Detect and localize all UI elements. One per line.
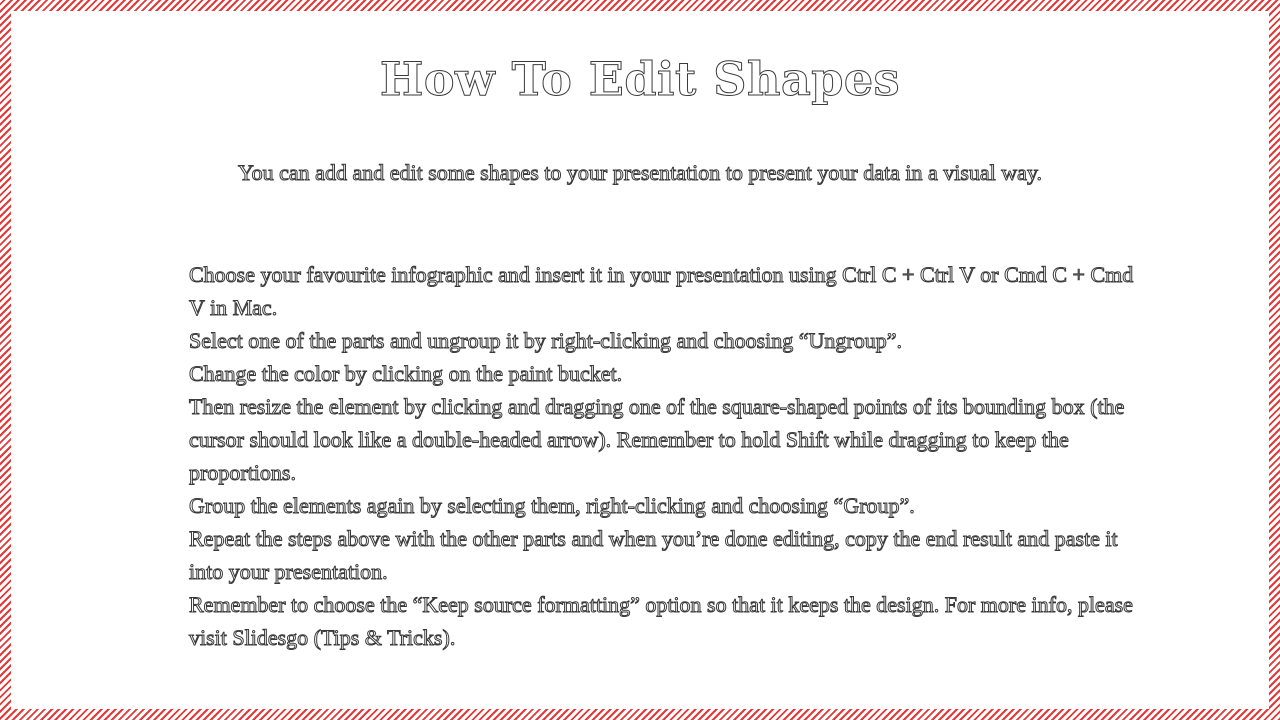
instruction-step: Then resize the element by clicking and dragging one of the square-shaped points of its bounding box (the cursor should look like a double-headed arrow). Remember to hold Shift while dragging to keep the proportions. bbox=[189, 394, 1125, 485]
instruction-step: Choose your favourite infographic and insert it in your presentation using Ctrl C + Ctrl V or Cmd C + Cmd V in Mac. bbox=[189, 262, 1134, 320]
instruction-step: Remember to choose the “Keep source formatting” option so that it keeps the design. For more info, please visit Slidesgo (Tips & Tricks). bbox=[189, 592, 1133, 650]
instruction-step: Repeat the steps above with the other parts and when you’re done editing, copy the end result and paste it into your presentation. bbox=[189, 526, 1118, 584]
instruction-step: Change the color by clicking on the paint bucket. bbox=[189, 361, 623, 386]
instruction-step: Select one of the parts and ungroup it by right-clicking and choosing “Ungroup”. bbox=[189, 328, 902, 353]
instruction-step: Group the elements again by selecting them, right-clicking and choosing “Group”. bbox=[189, 493, 915, 518]
slide-subtitle: You can add and edit some shapes to your presentation to present your data in a visual way. bbox=[237, 160, 1043, 185]
slide-title: How To Edit Shapes bbox=[379, 52, 901, 106]
instruction-steps-list bbox=[189, 258, 1149, 654]
